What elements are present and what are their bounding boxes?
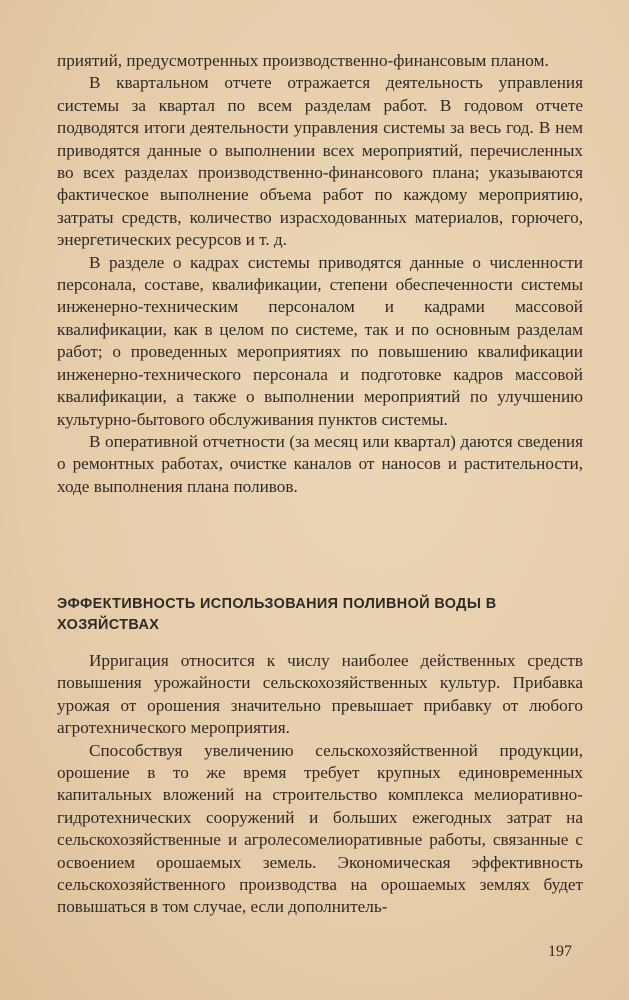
paragraph-operational-reporting: В оперативной отчетности (за месяц или квартал) даются сведения о ремонтных работах, очистке каналов от наносов и растительности, ходе выполнения плана поливов.: [57, 431, 583, 496]
section-heading: ЭФФЕКТИВНОСТЬ ИСПОЛЬЗОВАНИЯ ПОЛИВНОЙ ВОДЫ В ХОЗЯЙСТВАХ: [57, 596, 497, 633]
page-number: 197: [548, 943, 572, 960]
text-block-bottom: [57, 650, 583, 919]
paragraph-quarterly-report: В квартальном отчете отражается деятельность управления системы за квартал по всем разделам работ. В годовом отчете подводятся итоги деятельности управления системы за весь год. В нем приводятся данные о выполнении всех мероприятий, перечисленных во всех разделах производственно-финансового плана; указываются фактическое выполнение объема работ по каждому мероприятию, затраты средств, количество израсходованных материалов, горючего, энергетических ресурсов и т. д.: [57, 73, 583, 250]
paragraph-irrigation-costs: Способствуя увеличению сельскохозяйственной продукции, орошение в то же время требует крупных единовременных капитальных вложений на строительство комплекса мелиоративно-гидротехнических сооружений и больших ежегодных затрат на сельскохозяйственные и агролесомелиоративные работы, связанные с освоением орошаемых земель. Экономическая эффективность сельскохозяйственного производства на орошаемых землях будет повышаться в том случае, если дополнитель-: [57, 740, 583, 917]
paragraph-continuation: приятий, предусмотренных производственно-финансовым планом.: [57, 51, 549, 70]
paragraph-irrigation-effect: Ирригация относится к числу наиболее действенных средств повышения урожайности сельскохозяйственных культур. Прибавка урожая от орошения значительно превышает прибавку от любого агротехнического мероприятия.: [57, 651, 583, 738]
text-block-top: [57, 50, 583, 498]
paragraph-personnel-section: В разделе о кадрах системы приводятся данные о численности персонала, составе, квалификации, степени обеспеченности системы инженерно-техническим персоналом и кадрами массовой квалификации, как в целом по системе, так и по основным разделам работ; о проведенных мероприятиях по повышению квалификации инженерно-технического персонала и подготовке кадров массовой квалификации, а также о выполнении мероприятий по улучшению культурно-бытового обслуживания пунктов системы.: [57, 252, 583, 429]
